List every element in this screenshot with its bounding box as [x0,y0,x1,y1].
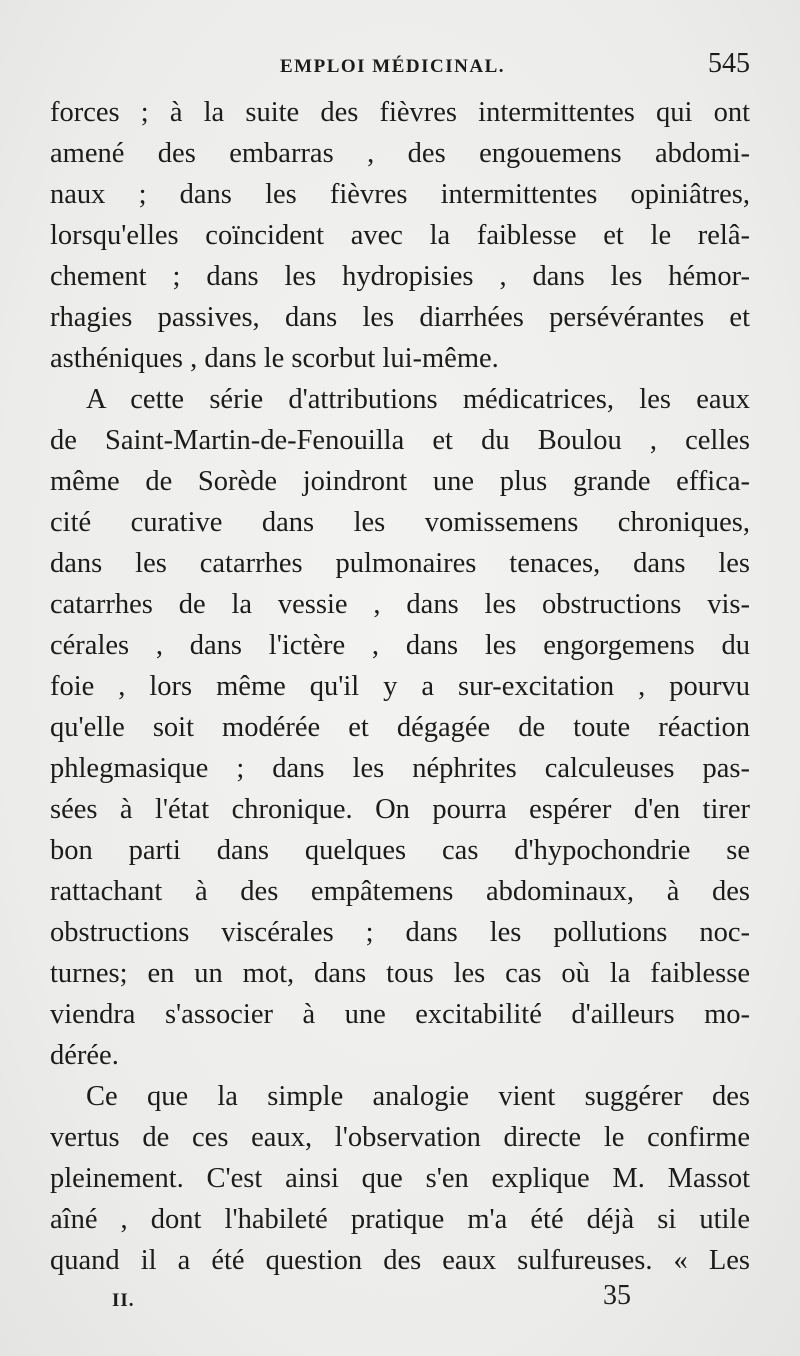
text-line: rattachant à des empâtemens abdominaux, à des [50,876,750,907]
text-line: asthéniques , dans le scorbut lui-même. [50,343,499,374]
text-line: cérales , dans l'ictère , dans les engorgemens du [50,630,750,661]
text-line: Ce que la simple analogie vient suggérer des [86,1081,750,1112]
text-line: dérée. [50,1040,119,1071]
signature-mark: II. [112,1290,135,1311]
running-head [50,48,750,84]
text-line: vertus de ces eaux, l'observation directe le confirme [50,1122,750,1153]
page-footer [50,1278,750,1318]
text-line: turnes; en un mot, dans tous les cas où la faiblesse [50,958,750,989]
text-line: dans les catarrhes pulmonaires tenaces, dans les [50,548,750,579]
paragraph-3 [50,1076,750,1281]
text-line: pleinement. C'est ainsi que s'en explique M. Massot [50,1163,750,1194]
text-line: même de Sorède joindront une plus grande effica- [50,466,750,497]
paragraph-2 [50,379,750,1076]
page-number: 545 [708,48,750,79]
text-line: A cette série d'attributions médicatrices, les eaux [86,384,750,415]
text-line: chement ; dans les hydropisies , dans les hémor- [50,261,750,292]
text-line: bon parti dans quelques cas d'hypochondrie se [50,835,750,866]
text-line: forces ; à la suite des fièvres intermittentes qui ont [50,97,750,128]
text-line: rhagies passives, dans les diarrhées persévérantes et [50,302,750,333]
text-line: obstructions viscérales ; dans les pollutions noc- [50,917,750,948]
text-line: quand il a été question des eaux sulfureuses. « Les [50,1245,750,1276]
signature-number: 35 [603,1280,631,1311]
text-line: foie , lors même qu'il y a sur-excitation , pourvu [50,671,750,702]
paragraph-1 [50,92,750,379]
text-line: catarrhes de la vessie , dans les obstructions vis- [50,589,750,620]
text-line: qu'elle soit modérée et dégagée de toute réaction [50,712,750,743]
text-line: amené des embarras , des engouemens abdomi- [50,138,750,169]
text-line: sées à l'état chronique. On pourra espérer d'en tirer [50,794,750,825]
text-line: de Saint-Martin-de-Fenouilla et du Boulou , celles [50,425,750,456]
text-line: aîné , dont l'habileté pratique m'a été déjà si utile [50,1204,750,1235]
text-line: viendra s'associer à une excitabilité d'ailleurs mo- [50,999,750,1030]
text-line: lorsqu'elles coïncident avec la faiblesse et le relâ- [50,220,750,251]
text-line: phlegmasique ; dans les néphrites calculeuses pas- [50,753,750,784]
text-line: cité curative dans les vomissemens chroniques, [50,507,750,538]
running-title: EMPLOI MÉDICINAL. [280,56,506,77]
body-text [50,92,750,1281]
text-line: naux ; dans les fièvres intermittentes opiniâtres, [50,179,750,210]
